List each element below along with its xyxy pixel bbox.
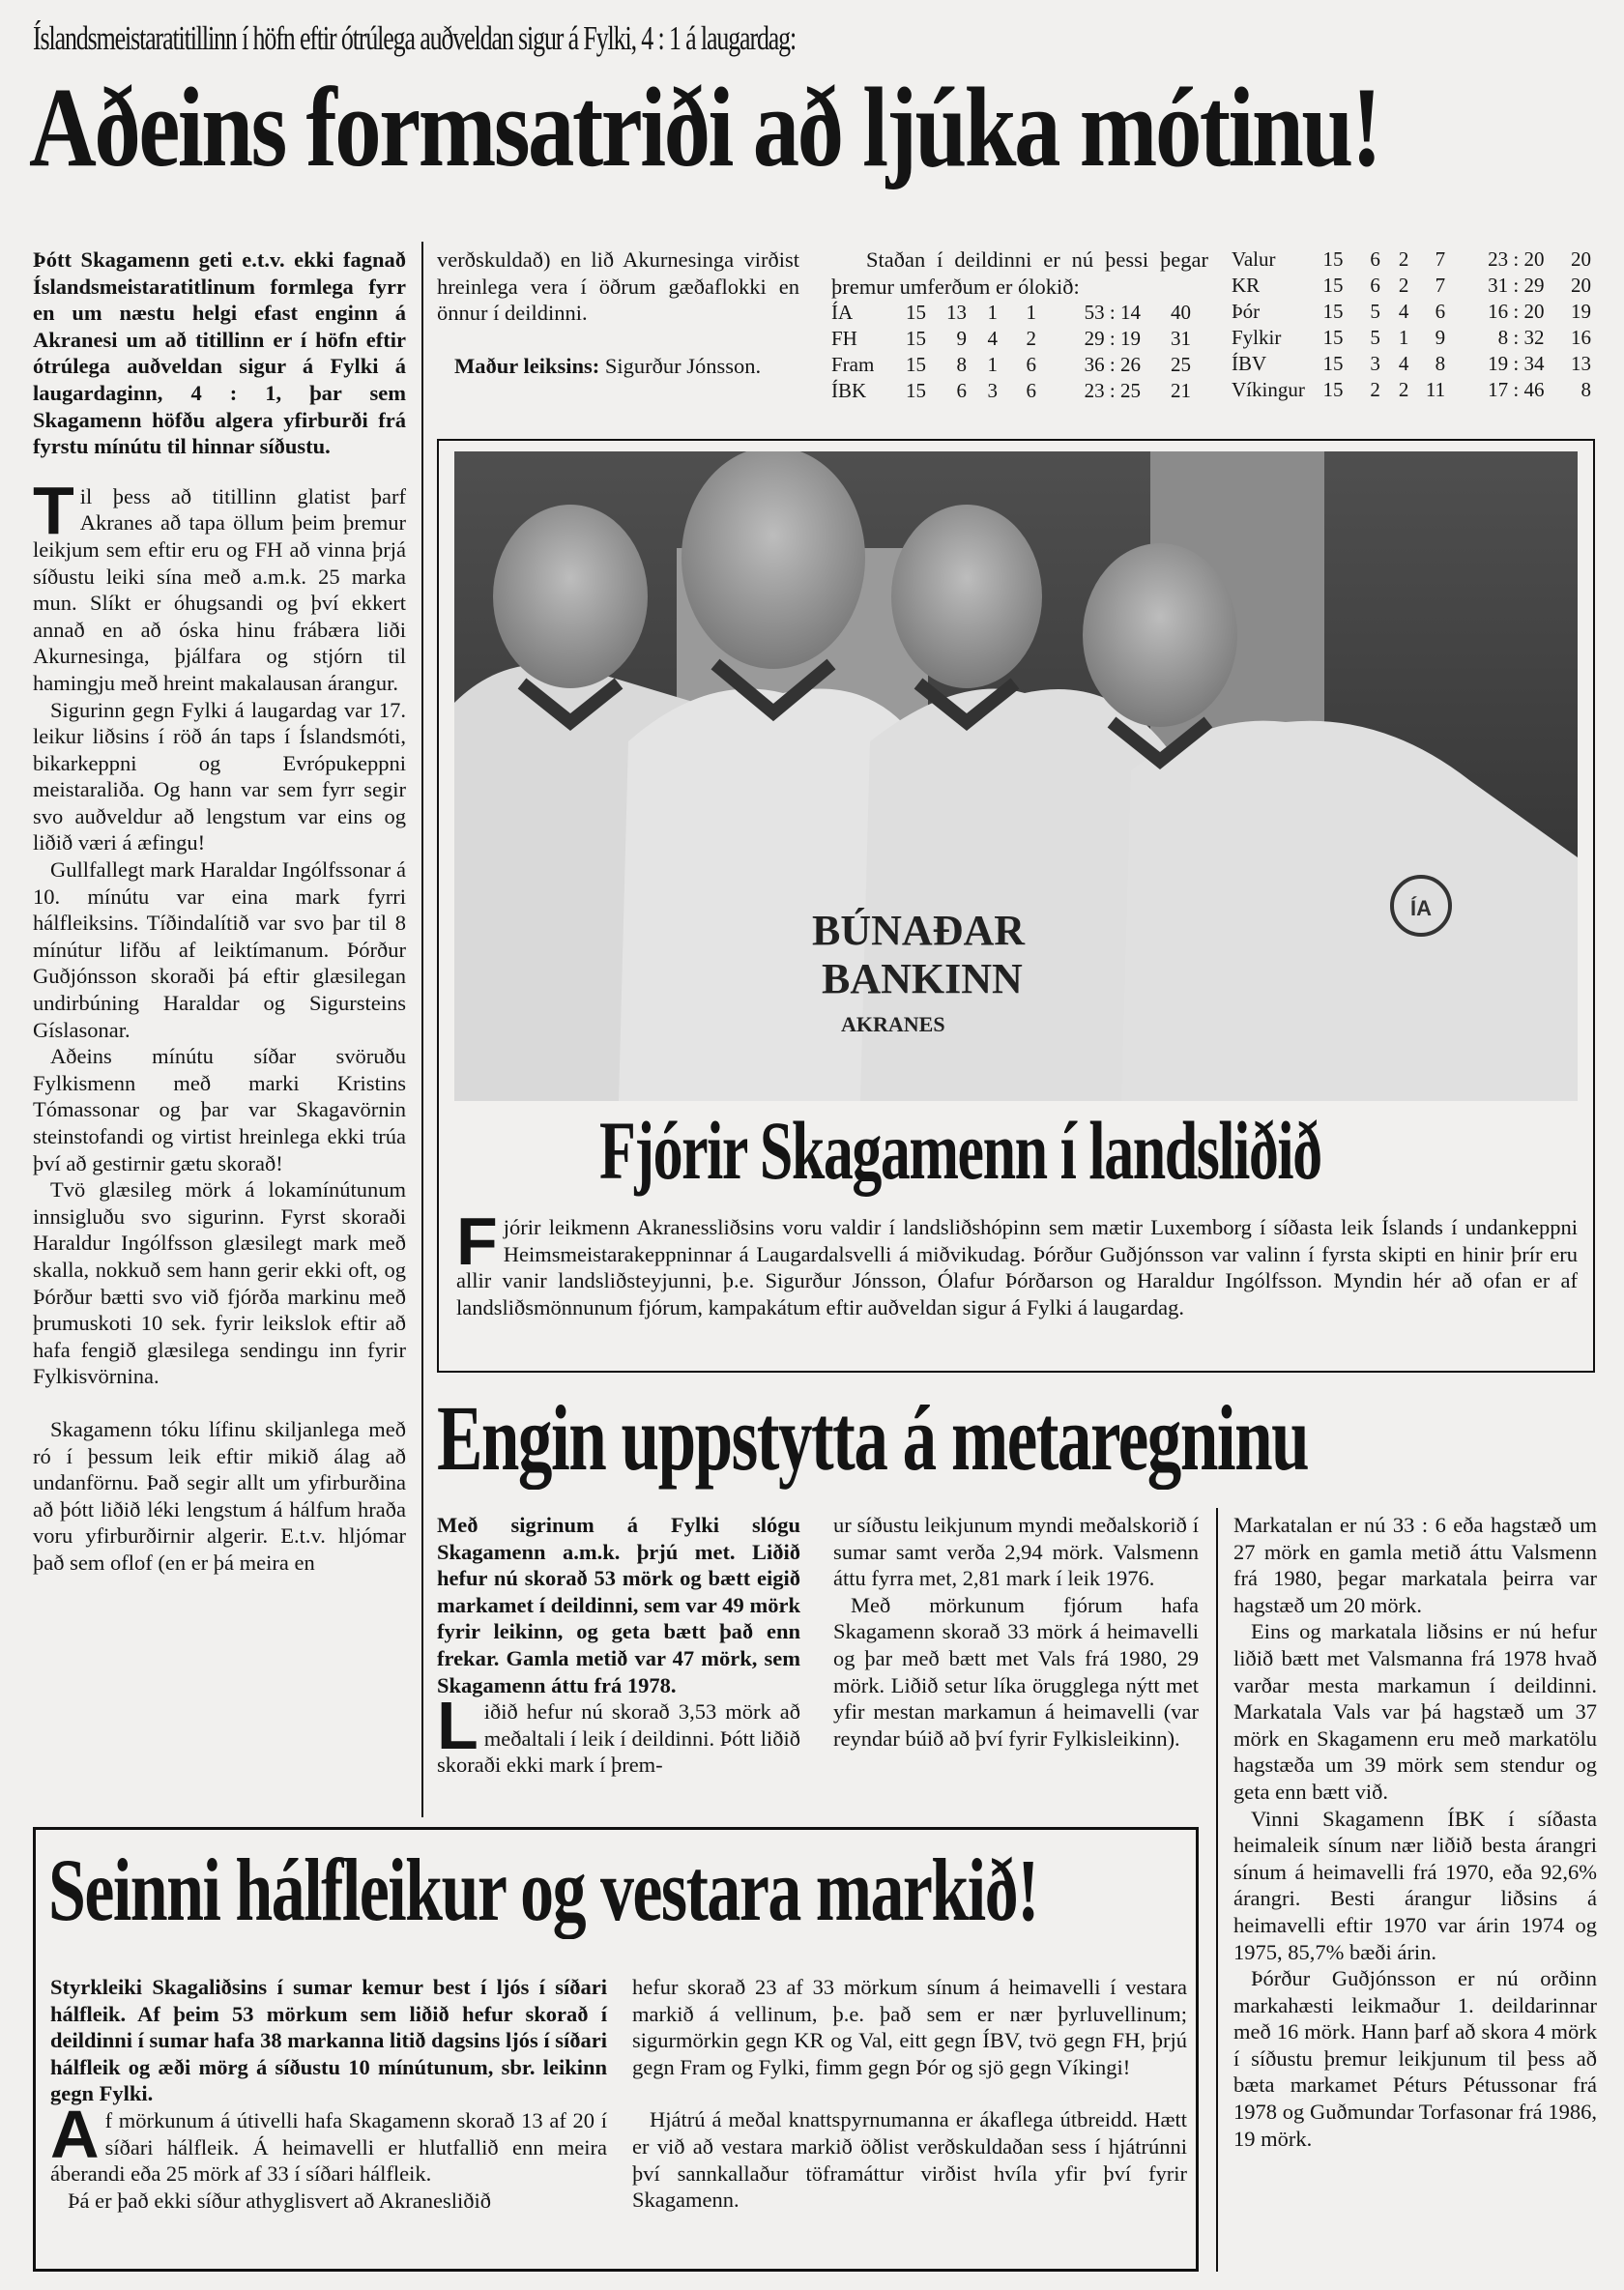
seinni-col-2: hefur skorað 23 af 33 mörkum sínum á heimavelli í vestara markið á vellinum, þ.e. það sem er nær þyrluvellinum; sigurmörkin gegn KR og Val, eitt gegn ÍBV, tvö gegn FH, þrjú gegn Fram og Fylki, fimm gegn Þór og sjö gegn Víkingi! Hjátrú á meðal knattspyrnumanna er ákaflega útbreidd. Hætt er við að vestara markið öðlist verðskuldaðan sess í hjátrúnni því sannkallaður töframáttur virðist hvíla yfir því fyrir Skagamenn. <box>632 1975 1187 2213</box>
standings-cell-p: 15 <box>906 327 926 350</box>
standings-row <box>831 300 1191 326</box>
lede: Þótt Skagamenn geti e.t.v. ekki fagnað Íslandsmeistaratitlinum formlega fyrr en um næstu helgi efast enginn á Akranesi um að titillinn er í höfn eftir ótrúlega auðveldan sigur á Fylki á laugardaginn, 4 : 1, þar sem Skagamenn höfðu algera yfirburði frá fyrstu mínútu til hinnar síðustu. <box>33 247 406 459</box>
standings-cell-goals: 23 : 25 <box>1084 379 1141 402</box>
standings-cell-w: 9 <box>956 327 967 350</box>
standings-cell-pts: 20 <box>1571 274 1591 297</box>
standings-row <box>1232 351 1591 377</box>
standings-cell-goals: 31 : 29 <box>1488 274 1545 297</box>
headline: Aðeins formsatriði að ljúka mótinu! <box>29 64 1380 190</box>
column-rule-right <box>1216 1508 1218 2272</box>
standings-cell-team: Víkingur <box>1232 378 1305 401</box>
standings-cell-l: 6 <box>1435 300 1446 323</box>
standings-cell-p: 15 <box>906 379 926 402</box>
standings-cell-pts: 19 <box>1571 300 1591 323</box>
seinni-col-1: Styrkleiki Skagaliðsins í sumar kemur best í ljós í síðari hálfleik. Af þeim 53 mörkum sem liðið hefur skorað í deildinni í sumar hafa 38 markanna litið dagsins ljós í síðari hálfleik og æði mörg á síðustu 10 mínútunum, sbr. leikinn gegn Fylki. Af mörkunum á útivelli hafa Skagamenn skorað 13 af 20 í síðari hálfleik. Á heimavelli er hlutfallið enn meira áberandi eða 25 mörk af 33 í síðari hálfleik. Þá er það ekki síður athyglisvert að Akranesliðið <box>50 1975 607 2213</box>
standings-cell-w: 5 <box>1370 326 1380 349</box>
article-col-1 <box>33 246 406 1783</box>
standings-cell-pts: 8 <box>1580 378 1591 401</box>
standings-cell-p: 15 <box>1322 247 1344 271</box>
standings-cell-l: 1 <box>1026 301 1036 324</box>
standings-cell-d: 4 <box>1398 352 1409 375</box>
standings-cell-p: 15 <box>1322 326 1344 349</box>
standings-row <box>831 378 1191 404</box>
standings-cell-pts: 25 <box>1171 353 1191 376</box>
standings-cell-team: ÍBV <box>1232 352 1267 375</box>
seinni-title: Seinni hálfleikur og vestara markið! <box>48 1841 1038 1939</box>
standings-row <box>1232 299 1591 325</box>
shirt-text-2: BANKINN <box>822 955 1023 1002</box>
standings-cell-pts: 16 <box>1571 326 1591 349</box>
standings-cell-p: 15 <box>1322 300 1344 323</box>
standings-cell-l: 6 <box>1026 379 1036 402</box>
standings-cell-p: 15 <box>906 301 926 324</box>
standings-cell-goals: 36 : 26 <box>1084 353 1141 376</box>
standings-cell-d: 1 <box>987 301 998 324</box>
standings-cell-w: 6 <box>1370 247 1380 271</box>
standings-row <box>831 326 1191 352</box>
standings-row <box>1232 273 1591 299</box>
standings-cell-pts: 40 <box>1171 301 1191 324</box>
standings-cell-p: 15 <box>906 353 926 376</box>
standings-cell-d: 2 <box>1398 247 1409 271</box>
shirt-text-1: BÚNAÐAR <box>812 907 1025 954</box>
article-col-3: Markatalan er nú 33 : 6 eða hagstæð um 27 mörk en gamla metið áttu Valsmenn frá 1980, þegar markatala þeirra var hagstæð um 20 mörk. Eins og markatala liðsins er nú hefur liðið bætt met Valsmanna frá 1978 hvað varðar mesta markamun í deildinni. Markatala Vals var þá hagstæð um 37 mörk en Skagamenn eru með markatölu hagstæða um 39 mörk sem stendur og geta enn bætt við. Vinni Skagamenn ÍBK í síðasta heimaleik sínum nær liðið besta árangri sínum á heimavelli frá 1970, eða 92,6% árangri. Besti árangur liðsins á heimavelli eftir 1970 var árin 1974 og 1975, 85,7% bæði árin. Þórður Guðjónsson er nú orðinn markahæsti leikmaður 1. deildarinnar með 16 mörk. Hann þarf að skora 4 mörk í síðustu þremur leikjunum til þess að bæta markamet Péturs Pétussonar frá 1978 og Guðmundar Torfasonar frá 1986, 19 mörk. <box>1233 1513 1597 2151</box>
standings-cell-l: 9 <box>1435 326 1446 349</box>
standings-cell-d: 4 <box>987 327 998 350</box>
col2-p1: verðskuldað) en lið Akurnesinga virðist hreinlega vera í öðrum gæðaflokki en önnur í deildinni. <box>437 247 799 326</box>
standings-cell-l: 11 <box>1425 378 1446 401</box>
standings-cell-d: 1 <box>987 353 998 376</box>
dropcap: T <box>33 472 74 548</box>
standings-cell-d: 4 <box>1398 300 1409 323</box>
standings-cell-d: 2 <box>1398 378 1409 401</box>
standings-cell-w: 6 <box>1370 274 1380 297</box>
standings-cell-l: 7 <box>1435 247 1446 271</box>
standings-cell-d: 3 <box>987 379 998 402</box>
standings-cell-p: 15 <box>1322 274 1344 297</box>
standings-cell-l: 8 <box>1435 352 1446 375</box>
col1-p4: Aðeins mínútu síðar svöruðu Fylkismenn með marki Kristins Tómassonar og þar var Skagavörnin steinstofandi og virtist hreinlega ekki trúa því að gestirnir gætu skorað! <box>33 1044 406 1175</box>
standings-cell-goals: 8 : 32 <box>1497 326 1545 349</box>
standings-cell-pts: 21 <box>1171 379 1191 402</box>
metaregn-col-2: ur síðustu leikjunum myndi meðalskorið í sumar samt verða 2,94 mörk. Valsmenn áttu fyrra met, 2,81 mark í leik 1976. Með mörkunum fjórum hafa Skagamenn skorað 33 mörk á heimavelli og þar með bætt met Vals frá 1980, 29 mörk. Liðið setur líka örugglega nýtt met yfir mestan markamun á heimavelli (var reyndar búið að því fyrir Fylkisleikinn). <box>833 1513 1199 1751</box>
standings-cell-l: 6 <box>1026 353 1036 376</box>
standings-cell-team: Valur <box>1232 247 1276 271</box>
standings-cell-d: 1 <box>1398 326 1409 349</box>
standings-cell-team: Fram <box>831 353 875 376</box>
standings-row <box>1232 325 1591 351</box>
standings-cell-goals: 53 : 14 <box>1084 301 1141 324</box>
standings-row <box>1232 246 1591 273</box>
standings-cell-goals: 23 : 20 <box>1488 247 1545 271</box>
standings-cell-p: 15 <box>1322 352 1344 375</box>
box-caption: Fjórir leikmenn Akranessliðsins voru valdir í landsliðshópinn sem mætir Luxemborg í síðasta leik Íslands í undankeppni Heimsmeistarakeppninnar á Laugardalsvelli á miðvikudag. Þórður Guðjónsson var valinn í fyrsta skipti en hinir þrír eru allir vanir landsliðsteyjunni, þ.e. Sigurður Jónsson, Ólafur Þórðarson og Haraldur Ingólfsson. Myndin hér að ofan er af landsliðsmönnunum fjórum, kampakátum eftir auðveldan sigur á Fylki á laugardag. <box>456 1203 1578 1319</box>
standings-table-right <box>1232 246 1591 403</box>
standings-cell-w: 5 <box>1370 300 1380 323</box>
standings-cell-team: KR <box>1232 274 1261 297</box>
standings-cell-w: 6 <box>956 379 967 402</box>
team-photo <box>454 451 1578 1101</box>
standings-cell-team: ÍBK <box>831 379 867 402</box>
col1-p2: Sigurinn gegn Fylki á laugardag var 17. leikur liðsins í röð án taps í Íslandsmóti, bikarkeppni og Evrópukeppni meistaraliða. Og hann var sem fyrr segir svo auðveldur að lengstum var eins og liðið væri á æfingu! <box>33 697 406 855</box>
standings-cell-pts: 31 <box>1171 327 1191 350</box>
man-of-match: Maður leiksins: Sigurður Jónsson. <box>454 353 762 378</box>
crest-text: ÍA <box>1410 896 1432 920</box>
article-col-2 <box>437 246 799 379</box>
standings-cell-l: 7 <box>1435 274 1446 297</box>
standings-cell-team: Þór <box>1232 300 1261 323</box>
standings-cell-goals: 19 : 34 <box>1488 352 1545 375</box>
metaregn-title: Engin uppstytta á metaregninu <box>437 1386 1309 1490</box>
standings-cell-d: 2 <box>1398 274 1409 297</box>
standings-cell-w: 2 <box>1370 378 1380 401</box>
standings-row <box>831 352 1191 378</box>
standings-cell-goals: 29 : 19 <box>1084 327 1141 350</box>
standings-cell-l: 2 <box>1026 327 1036 350</box>
standings-cell-team: FH <box>831 327 857 350</box>
standings-row <box>1232 377 1591 403</box>
col1-p3: Gullfallegt mark Haraldar Ingólfssonar á 10. mínútu var eina mark fyrri hálfleiksins. Tíðindalítið var svo þar til 8 mínútur lifðu af leiktímanum. Þórður Guðjónsson skoraði þá eftir glæsilegan undirbúning Haraldar og Sigursteins Gíslasonar. <box>33 857 406 1042</box>
standings-intro: Staðan í deildinni er nú þessi þegar þremur umferðum er ólokið: <box>831 247 1208 299</box>
metaregn-col-1: Með sigrinum á Fylki slógu Skagamenn a.m.k. þrjú met. Liðið hefur nú skorað 53 mörk og bætt eigið markamet í deildinni, sem var 49 mörk fyrir leikinn, og geta bætt það enn frekar. Gamla metið var 47 mörk, sem Skagamenn áttu frá 1978. Liðið hefur nú skorað 3,53 mörk að meðaltali í leik í deildinni. Þótt liðið skoraði ekki mark í þrem- <box>437 1513 800 1778</box>
box-dropcap: F <box>456 1203 498 1279</box>
standings-cell-pts: 13 <box>1571 352 1591 375</box>
standings-cell-goals: 16 : 20 <box>1488 300 1545 323</box>
col1-p5: Tvö glæsileg mörk á lokamínútunum innsigluðu svo sigurinn. Fyrst skoraði Haraldur Ingólfsson glæsilegt mark með skalla, nokkuð sem hann gerir ekki oft, og Þórður bætti svo við fjórða markinu með þrumuskoti 10 sek. fyrir leikslok eftir að hafa fengið glæsilega sendingu inn fyrir Fylkisvörnina. <box>33 1177 406 1389</box>
standings-cell-w: 3 <box>1370 352 1380 375</box>
standings-cell-w: 8 <box>956 353 967 376</box>
standings-cell-w: 13 <box>946 301 967 324</box>
standings-table-left <box>831 300 1191 404</box>
box-title: Fjórir Skagamenn í landsliðið <box>599 1104 1321 1197</box>
shirt-text-3: AKRANES <box>841 1012 945 1036</box>
standings-cell-goals: 17 : 46 <box>1488 378 1545 401</box>
kicker: Íslandsmeistaratitillinn í höfn eftir ótrúlega auðveldan sigur á Fylki, 4 : 1 á laugardag: <box>33 19 797 57</box>
standings-cell-team: Fylkir <box>1232 326 1282 349</box>
col1-p6: Skagamenn tóku lífinu skiljanlega með ró í þessum leik eftir mikið álag að undanförnu. Það segir allt um yfirburðina að þótt liðið léki lengstum á hálfum hraða voru yfirburðirnir algerir. E.t.v. hljómar það sem oflof (en er þá meira en <box>33 1416 406 1575</box>
standings-cell-team: ÍA <box>831 301 854 324</box>
standings-cell-p: 15 <box>1322 378 1344 401</box>
col1-p1: Til þess að titillinn glatist þarf Akranes að tapa öllum þeim þremur leikjum sem eftir eru og FH að vinna þrjá síðustu leiki sína með a.m.k. 25 marka mun. Slíkt er óhugsandi og því ekkert annað en að óska hinu frábæra liði Akurnesinga, þjálfara og stjórn til hamingju með hreint makalausan árangur. <box>33 472 406 695</box>
standings-cell-pts: 20 <box>1571 247 1591 271</box>
column-rule <box>421 242 423 1817</box>
